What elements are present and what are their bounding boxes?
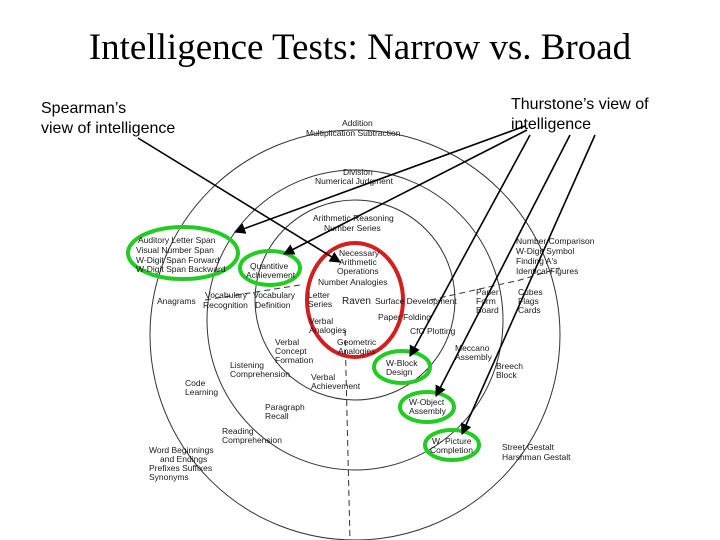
arrow-thurstone-quantitive bbox=[284, 130, 527, 254]
sector-line-down bbox=[345, 330, 350, 540]
label-code-learning-1: Code bbox=[185, 378, 206, 388]
label-reading-2: Comprehension bbox=[222, 435, 283, 445]
spearman-line-1: Spearman’s bbox=[41, 100, 127, 117]
label-division: Division bbox=[343, 167, 373, 177]
arrow-thurstone-picture bbox=[462, 135, 595, 434]
label-verbal-analogies-1: Verbal bbox=[309, 316, 334, 326]
label-arithmetic: Arithmetic bbox=[339, 257, 377, 267]
label-quantitive: Quantitive bbox=[250, 261, 289, 271]
label-breech-2: Block bbox=[496, 370, 517, 380]
label-verbal-concept-3: Formation bbox=[275, 355, 314, 365]
label-geometric-1: Geometric bbox=[337, 337, 377, 347]
label-geometric-2: Analogies bbox=[338, 346, 376, 356]
label-w-block-1: W-Block bbox=[386, 358, 418, 368]
label-necessary: Necessary bbox=[339, 248, 380, 258]
label-letter-series-2: Series bbox=[308, 299, 333, 309]
label-paper-folding: Paper Folding bbox=[378, 312, 431, 322]
label-identical-figures: Identical Figures bbox=[516, 266, 579, 276]
label-word-beginnings-3: Prefixes Suffixes bbox=[149, 463, 213, 473]
label-vocab-recognition-1: Vocabulary bbox=[205, 290, 248, 300]
label-harshman-gestalt: Harshman Gestalt bbox=[502, 452, 571, 462]
label-vocab-definition-1: Vocabulary bbox=[253, 290, 296, 300]
label-arith-reasoning: Arithmetic Reasoning bbox=[313, 213, 394, 223]
label-vocab-definition-2: Definition bbox=[255, 300, 291, 310]
label-finding-as: Finding A's bbox=[516, 256, 558, 266]
label-digit-backward: W-Digit Span Backward bbox=[136, 264, 226, 274]
label-street-gestalt: Street Gestalt bbox=[502, 442, 554, 452]
label-word-beginnings-2: and Endings bbox=[160, 454, 208, 464]
label-number-series: Number Series bbox=[324, 223, 381, 233]
label-verbal-achievement-2: Achievement bbox=[311, 381, 361, 391]
slide-title: Intelligence Tests: Narrow vs. Broad bbox=[88, 27, 632, 68]
label-reading-1: Reading bbox=[222, 426, 254, 436]
label-cubes-3: Cards bbox=[518, 305, 541, 315]
label-listening-1: Listening bbox=[230, 360, 265, 370]
label-w-block-2: Design bbox=[386, 367, 413, 377]
label-paragraph-recall-1: Paragraph bbox=[265, 402, 305, 412]
label-letter-series-1: Letter bbox=[308, 290, 330, 300]
test-labels bbox=[136, 118, 595, 482]
label-auditory-span: Auditory Letter Span bbox=[138, 235, 216, 245]
label-operations: Operations bbox=[337, 266, 379, 276]
label-listening-2: Comprehension bbox=[230, 369, 291, 379]
label-cubes-2: Flags bbox=[518, 296, 539, 306]
label-verbal-concept-2: Concept bbox=[275, 346, 307, 356]
label-verbal-analogies-2: Analogies bbox=[309, 325, 347, 335]
label-digit-symbol: W-Digit Symbol bbox=[516, 246, 575, 256]
label-paper-2: Form bbox=[476, 296, 496, 306]
label-word-beginnings-1: Word Beginnings bbox=[149, 445, 214, 455]
thurstone-line-2: intelligence bbox=[511, 116, 592, 133]
label-number-analogies: Number Analogies bbox=[318, 277, 388, 287]
label-cfc-plotting: CfC Plotting bbox=[410, 326, 456, 336]
spearman-line-2: view of intelligence bbox=[41, 120, 176, 137]
label-verbal-achievement-1: Verbal bbox=[311, 372, 336, 382]
label-number-comparison: Number Comparison bbox=[516, 236, 595, 246]
label-addition: Addition bbox=[342, 118, 373, 128]
thurstone-line-1: Thurstone’s view of bbox=[511, 96, 649, 113]
label-digit-forward: W-Digit Span Forward bbox=[136, 255, 220, 265]
label-meccano-2: Assembly bbox=[455, 352, 492, 362]
label-raven: Raven bbox=[342, 296, 371, 307]
label-numerical-judgment: Numerical Judgment bbox=[315, 176, 393, 186]
label-paragraph-recall-2: Recall bbox=[265, 411, 289, 421]
label-w-picture-2: Completion bbox=[430, 445, 473, 455]
label-surface-dev: Surface Development bbox=[375, 296, 457, 306]
label-achievement: Achievement bbox=[246, 270, 296, 280]
label-word-beginnings-4: Synonyms bbox=[149, 472, 189, 482]
label-anagrams: Anagrams bbox=[157, 296, 196, 306]
label-paper-3: Board bbox=[476, 305, 499, 315]
label-code-learning-2: Learning bbox=[185, 387, 219, 397]
label-w-picture-1: W- Picture bbox=[432, 436, 472, 446]
label-breech-1: Breech bbox=[496, 361, 523, 371]
label-w-object-1: W-Object bbox=[409, 397, 445, 407]
label-cubes-1: Cubes bbox=[518, 287, 543, 297]
label-mult-sub: Multiplication Subtraction bbox=[306, 128, 401, 138]
label-vocab-recognition-2: Recognition bbox=[203, 300, 248, 310]
label-w-object-2: Assembly bbox=[409, 406, 446, 416]
label-paper-1: Paper bbox=[476, 287, 499, 297]
label-visual-span: Visual Number Span bbox=[136, 245, 214, 255]
label-meccano-1: Meccano bbox=[455, 343, 490, 353]
label-verbal-concept-1: Verbal bbox=[275, 337, 300, 347]
